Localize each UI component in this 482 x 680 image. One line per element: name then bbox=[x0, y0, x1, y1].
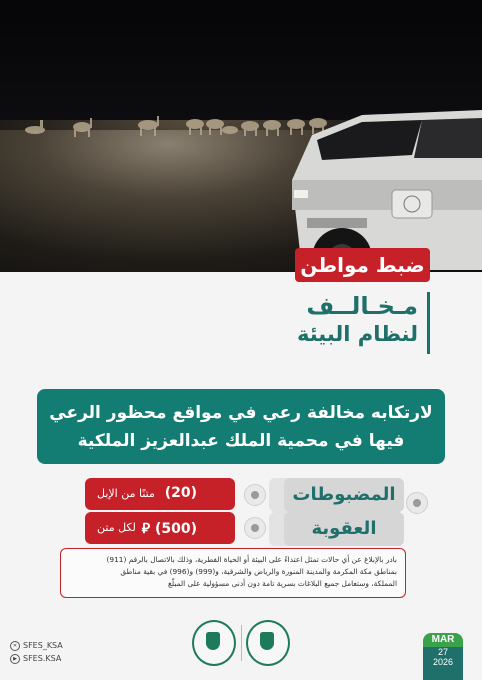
banner-line-1: لارتكابه مخالفة رعي في مواقع محظور الرعي bbox=[49, 403, 433, 423]
seized-value-box bbox=[85, 478, 235, 510]
notice-line-3: المملكة، وستعامل جميع البلاغات بسرية تامة دون أدنى مسؤولية على المبلّغ bbox=[167, 579, 397, 588]
penalty-unit: لكل متن bbox=[97, 521, 136, 534]
row-bullet-icon bbox=[406, 492, 428, 514]
penalty-amount: (500) ⃁ bbox=[141, 521, 197, 537]
row-bullet-icon bbox=[244, 484, 266, 506]
violation-title bbox=[250, 292, 430, 354]
seized-count: (20) bbox=[164, 485, 197, 501]
date-year: 2026 bbox=[432, 657, 454, 667]
social-handles bbox=[10, 639, 63, 665]
official-logos bbox=[192, 618, 290, 668]
ministry-emblem-logo bbox=[246, 620, 290, 666]
title-line-2: لنظام البيئة bbox=[296, 322, 418, 346]
seized-unit: متنًا من الإبل bbox=[97, 487, 155, 500]
date-month: MAR bbox=[431, 634, 455, 645]
social-handle-2: SFES.KSA bbox=[23, 654, 62, 663]
social-row-youtube[interactable] bbox=[10, 652, 63, 665]
title-accent-bar bbox=[427, 292, 430, 354]
reporting-notice bbox=[60, 548, 406, 598]
seized-label: المضبوطات bbox=[284, 478, 404, 512]
penalty-label: العقوبة bbox=[284, 512, 404, 546]
youtube-icon: ▶ bbox=[10, 654, 20, 664]
social-row-x[interactable] bbox=[10, 639, 63, 652]
date-badge bbox=[423, 633, 463, 680]
social-handle-1: SFES_KSA bbox=[23, 641, 63, 650]
title-line-1: مـخـالــف bbox=[306, 292, 418, 320]
date-day: 27 bbox=[437, 647, 448, 657]
x-icon: ✕ bbox=[10, 641, 20, 651]
notice-line-1: بادر بالإبلاغ عن أي حالات تمثل اعتداءً على البيئة أو الحياة الفطرية، وذلك بالاتصال بالرقم (911) bbox=[106, 555, 397, 564]
row-bullet-icon bbox=[244, 517, 266, 539]
violation-description-banner bbox=[37, 389, 445, 464]
notice-line-2: بمناطق مكة المكرمة والمدينة المنورة والرياض والشرقية، و(999) و(996) في بقية مناطق bbox=[120, 567, 397, 576]
patrol-vehicle bbox=[272, 80, 482, 272]
logo-divider bbox=[241, 625, 242, 661]
banner-line-2: فيها في محمية الملك عبدالعزيز الملكية bbox=[77, 431, 405, 451]
seizure-badge: ضبط مواطن bbox=[295, 248, 430, 282]
penalty-value-box bbox=[85, 512, 235, 544]
special-forces-logo bbox=[192, 620, 236, 666]
night-camels-photo bbox=[0, 0, 482, 272]
